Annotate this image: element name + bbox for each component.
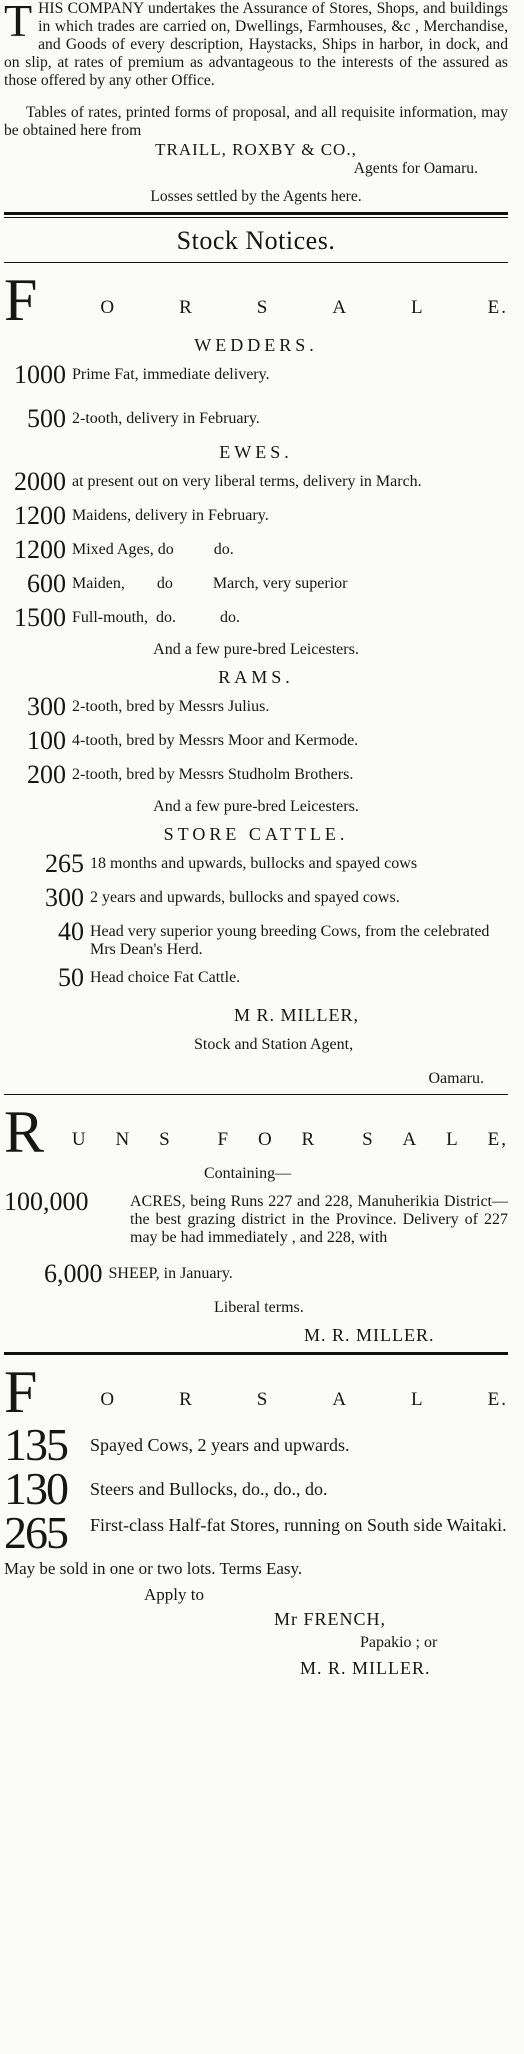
quantity: 1200 [14, 535, 66, 564]
item-description: Head very superior young breeding Cows, from the celebrated Mrs Dean's Herd. [90, 923, 490, 958]
item-description: 2-tooth, delivery in February. [72, 410, 260, 427]
apply-label: Apply to [144, 1585, 204, 1604]
list-item [4, 883, 508, 913]
banner-letter: L [411, 297, 425, 318]
section-divider-thin [4, 217, 508, 218]
rates-paragraph: Tables of rates, printed forms of proposal, and all requisite information, may be obtained here from [4, 104, 508, 139]
newspaper-column [4, 0, 508, 2054]
item-description: Prime Fat, immediate delivery. [72, 366, 270, 383]
banner-initial: R [4, 1099, 45, 1165]
quantity: 200 [27, 760, 66, 789]
quantity: 40 [58, 917, 84, 946]
list-item [4, 1259, 508, 1289]
containing-label: Containing— [204, 1165, 292, 1182]
signature-title: Stock and Station Agent, [194, 1036, 354, 1053]
list-item [4, 360, 508, 390]
quantity: 300 [45, 883, 84, 912]
banner-letter: O [100, 297, 117, 318]
title-divider [4, 262, 508, 263]
list-item [4, 726, 508, 756]
section-divider [4, 212, 508, 215]
list-item [4, 963, 508, 993]
item-description: ACRES, being Runs 227 and 228, Manuherikia District—the best grazing district in the Province. Delivery of 227 may be had immediately , and 228, with [130, 1193, 508, 1246]
list-item [4, 1187, 508, 1247]
list-item [4, 404, 508, 434]
signature-place: Oamaru. [428, 1070, 484, 1087]
list-item [4, 1507, 508, 1558]
quantity: 1200 [14, 501, 66, 530]
banner-letter: E. [487, 297, 508, 318]
for-sale-advert-french [4, 1357, 508, 1679]
item-description: Maiden, do March, very superior [72, 575, 348, 592]
section-heading-ewes: EWES. [219, 442, 293, 462]
quantity: 2000 [14, 467, 66, 496]
list-item [4, 760, 508, 790]
banner-letter: S [256, 1389, 270, 1410]
banner-letter: R [179, 1389, 194, 1410]
banner-letter: L [411, 1389, 425, 1410]
quantity: 100,000 [4, 1187, 89, 1216]
quantity: 130 [4, 1463, 67, 1514]
item-description: 18 months and upwards, bullocks and spayed cows [90, 855, 418, 872]
item-description: Steers and Bullocks, do., do., do. [90, 1479, 328, 1499]
quantity: 135 [4, 1419, 67, 1470]
banner-letter: F [217, 1129, 231, 1150]
list-item [4, 849, 508, 879]
item-description: Head choice Fat Cattle. [90, 969, 241, 986]
item-description: Maidens, delivery in February. [72, 507, 269, 524]
section-note: And a few pure-bred Leicesters. [153, 798, 359, 815]
quantity: 600 [27, 569, 66, 598]
quantity: 100 [27, 726, 66, 755]
item-description: SHEEP, in January. [108, 1265, 233, 1282]
item-description: Spayed Cows, 2 years and upwards. [90, 1435, 350, 1455]
for-sale-banner [4, 265, 508, 333]
for-sale-advert-miller [4, 265, 508, 1088]
contact-french: Mr FRENCH, [274, 1609, 387, 1629]
list-item [4, 569, 508, 599]
quantity: 1500 [14, 603, 66, 632]
section-heading-wedders: WEDDERS. [194, 335, 318, 355]
banner-letter: E. [487, 1389, 508, 1410]
banner-letter: S [256, 297, 270, 318]
list-item [4, 917, 508, 959]
list-item [4, 1463, 508, 1514]
quantity: 50 [58, 963, 84, 992]
list-item [4, 1419, 508, 1470]
insurance-notice [4, 0, 508, 206]
terms-note: Liberal terms. [214, 1299, 304, 1316]
runs-signature: M. R. MILLER. [304, 1325, 435, 1345]
losses-note: Losses settled by the Agents here. [150, 188, 362, 205]
section-note: And a few pure-bred Leicesters. [153, 641, 359, 658]
quantity: 6,000 [44, 1259, 103, 1288]
insurance-lead-paragraph [4, 0, 508, 90]
stock-notices-title: Stock Notices. [176, 226, 336, 255]
section-heading-store-cattle: STORE CATTLE. [163, 824, 349, 844]
section-heading-rams: RAMS. [218, 667, 294, 687]
quantity: 300 [27, 692, 66, 721]
item-description: 2 years and upwards, bullocks and spayed cows. [90, 889, 400, 906]
runs-for-sale-advert [4, 1097, 508, 1346]
item-description: 4-tooth, bred by Messrs Moor and Kermode. [72, 732, 359, 749]
banner-letter: A [332, 1389, 349, 1410]
banner-letter: S [159, 1129, 172, 1150]
quantity: 500 [27, 404, 66, 433]
banner-letter: R [301, 1129, 317, 1150]
list-item [4, 501, 508, 531]
banner-letter: U [71, 1129, 88, 1150]
banner-letter: A [332, 297, 349, 318]
banner-initial: F [4, 1359, 38, 1425]
banner-initial: F [4, 267, 38, 333]
item-description: 2-tooth, bred by Messrs Studholm Brothers. [72, 766, 354, 783]
for-sale-banner [4, 1357, 508, 1425]
item-description: First-class Half-fat Stores, running on South side Waitaki. [90, 1515, 507, 1535]
banner-letter: O [257, 1129, 274, 1150]
banner-letter: R [179, 297, 194, 318]
list-item [4, 467, 508, 497]
item-description: at present out on very liberal terms, delivery in March. [72, 473, 422, 490]
lots-note: May be sold in one or two lots. Terms Easy. [4, 1559, 303, 1578]
banner-letter: S [362, 1129, 375, 1150]
contact-french-place: Papakio ; or [360, 1634, 438, 1651]
quantity: 265 [4, 1507, 67, 1558]
advert-divider [4, 1094, 508, 1095]
insurance-lead-text: HIS COMPANY undertakes the Assurance of Stores, Shops, and buildings in which trades are carried on, Dwellings, Farmhouses, &c , Merchandise, and Goods of every description, Haystacks, Ships in harbor, in dock, and on slip, at rates of premium as advantageous to the interests of the assured as those offered by any other Office. [4, 0, 508, 89]
banner-letter: N [115, 1129, 132, 1150]
contact-miller: M. R. MILLER. [300, 1658, 431, 1678]
item-description: 2-tooth, bred by Messrs Julius. [72, 698, 270, 715]
quantity: 1000 [14, 360, 66, 389]
advert-divider [4, 1352, 508, 1355]
item-description: Full-mouth, do. do. [72, 609, 241, 626]
banner-letter: A [402, 1129, 419, 1150]
runs-for-sale-banner [4, 1097, 508, 1165]
signature-name: M R. MILLER, [234, 1005, 360, 1025]
banner-letter: L [446, 1129, 460, 1150]
list-item [4, 535, 508, 565]
agents-place: Agents for Oamaru. [353, 160, 478, 177]
list-item [4, 603, 508, 633]
banner-letter: O [100, 1389, 117, 1410]
agents-name: TRAILL, ROXBY & CO., [155, 140, 357, 159]
drop-cap: T [4, 0, 33, 46]
item-description: Mixed Ages, do do. [72, 541, 234, 558]
banner-letter: E, [487, 1129, 508, 1150]
list-item [4, 692, 508, 722]
quantity: 265 [45, 849, 84, 878]
